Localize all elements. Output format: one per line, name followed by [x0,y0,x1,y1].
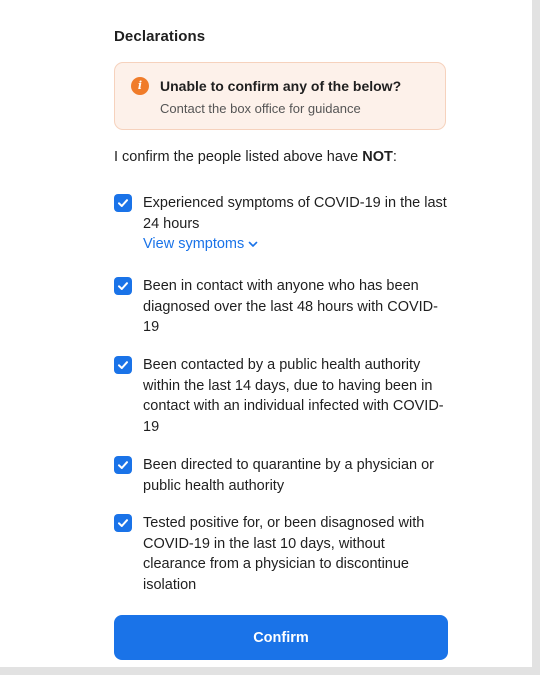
declaration-text-symptoms: Experienced symptoms of COVID-19 in the last 24 hours [143,195,447,232]
intro-suffix: : [392,149,397,165]
declaration-text-quarantine: Been directed to quarantine by a physician or public health authority [143,457,434,494]
declaration-checkbox-health-authority[interactable] [114,356,132,374]
checkmark-icon [117,359,129,371]
view-symptoms-link[interactable] [143,236,258,252]
intro-prefix: I confirm the people listed above have [114,149,363,165]
intro-emphasis: NOT [362,149,393,165]
confirmation-intro [114,149,397,165]
declaration-checkbox-tested-positive[interactable] [114,514,132,532]
declaration-item-contact [114,276,446,338]
declaration-item-symptoms [114,193,446,263]
checkmark-icon [117,197,129,209]
checkmark-icon [117,280,129,292]
declaration-item-quarantine [114,455,446,497]
declaration-text-contact: Been in contact with anyone who has been diagnosed over the last 48 hours with COVID-19 [143,278,438,335]
declaration-checkbox-quarantine[interactable] [114,456,132,474]
view-symptoms-label: View symptoms [143,236,245,252]
info-icon: i [131,77,149,95]
chevron-down-icon [248,239,258,249]
declaration-item-health-authority [114,355,446,437]
checkmark-icon [117,459,129,471]
declaration-text-health-authority: Been contacted by a public health authority within the last 14 days, due to having been in contact with an individual infected with COVID-19 [143,357,444,435]
declaration-item-tested-positive [114,513,446,595]
alert-subtitle: Contact the box office for guidance [160,101,361,116]
declaration-checkbox-contact[interactable] [114,277,132,295]
declaration-checkbox-symptoms[interactable] [114,194,132,212]
alert-title: Unable to confirm any of the below? [160,78,402,94]
section-title: Declarations [114,28,206,45]
declaration-text-tested-positive: Tested positive for, or been disagnosed with COVID-19 in the last 10 days, without clearance from a physician to discontinue isolation [143,515,425,593]
checkmark-icon [117,517,129,529]
scrollbar-track[interactable] [532,0,540,668]
bottom-divider [0,667,540,675]
guidance-alert [114,62,446,130]
confirm-button[interactable]: Confirm [114,615,448,660]
